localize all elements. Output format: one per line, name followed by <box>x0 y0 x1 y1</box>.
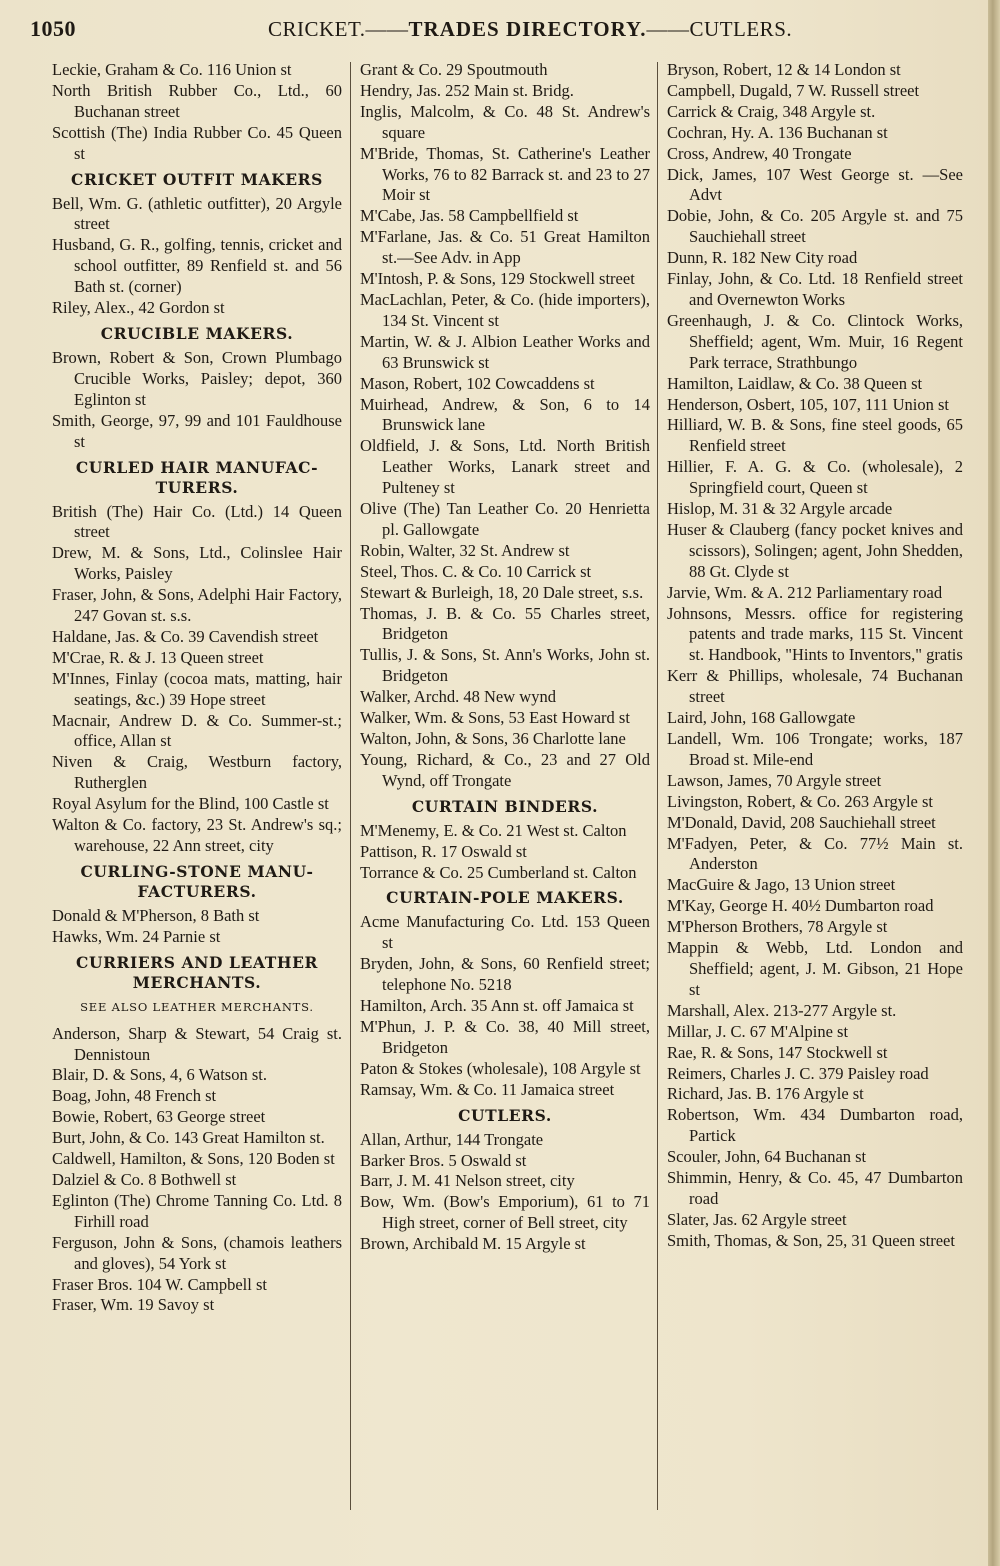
directory-entry: Inglis, Malcolm, & Co. 48 St. Andrew's square <box>360 101 650 142</box>
header-left: CRICKET.—— <box>268 17 409 41</box>
directory-entry: Carrick & Craig, 348 Argyle st. <box>667 101 876 121</box>
directory-entry: Huser & Clauberg (fancy pocket knives and scissors), Solingen; agent, John Shedden, 88 Gt. Clyde st <box>667 519 963 581</box>
directory-entry: Steel, Thos. C. & Co. 10 Carrick st <box>360 561 592 581</box>
column-rule <box>657 62 658 1510</box>
directory-entry: Allan, Arthur, 144 Trongate <box>360 1129 544 1149</box>
directory-entry: MacGuire & Jago, 13 Union street <box>667 875 896 895</box>
directory-entry: Young, Richard, & Co., 23 and 27 Old Wynd, off Trongate <box>360 749 650 790</box>
directory-entry: Drew, M. & Sons, Ltd., Colinslee Hair Works, Paisley <box>52 543 342 584</box>
section-heading: CURTAIN-POLE MAKERS. <box>386 888 624 908</box>
directory-entry: Husband, G. R., golfing, tennis, cricket and school outfitter, 89 Renfield st. and 56 Bath st. (corner) <box>52 235 342 297</box>
directory-entry: Tullis, J. & Sons, St. Ann's Works, John st. Bridgeton <box>360 645 650 686</box>
directory-entry: M'Intosh, P. & Sons, 129 Stockwell street <box>360 269 635 289</box>
section-heading: CRUCIBLE MAKERS. <box>100 323 294 343</box>
directory-entry: Bowie, Robert, 63 George street <box>52 1107 266 1127</box>
directory-entry: Bell, Wm. G. (athletic outfitter), 20 Argyle street <box>52 193 342 234</box>
directory-entry: Slater, Jas. 62 Argyle street <box>667 1209 847 1229</box>
page-number: 1050 <box>30 16 76 41</box>
column-2 <box>360 60 650 1510</box>
directory-entry: Dick, James, 107 West George st. —See Advt <box>667 164 963 205</box>
directory-entry: Greenhaugh, J. & Co. Clintock Works, Sheffield; agent, Wm. Muir, 16 Regent Park terrace, Strathbungo <box>667 310 963 372</box>
directory-entry: Thomas, J. B. & Co. 55 Charles street, Bridgeton <box>360 603 650 644</box>
header-right: ——CUTLERS. <box>646 17 793 41</box>
directory-entry: Stewart & Burleigh, 18, 20 Dale street, s.s. <box>360 582 644 602</box>
directory-entry: M'Pherson Brothers, 78 Argyle st <box>667 917 888 937</box>
directory-entry: Paton & Stokes (wholesale), 108 Argyle st <box>360 1058 641 1078</box>
directory-entry: M'Bride, Thomas, St. Catherine's Leather Works, 76 to 82 Barrack st. and 23 to 27 Moir st <box>360 143 650 205</box>
directory-entry: Finlay, John, & Co. Ltd. 18 Renfield street and Overnewton Works <box>667 269 963 309</box>
directory-entry: M'Innes, Finlay (cocoa mats, matting, hair seatings, &c.) 39 Hope street <box>52 668 342 709</box>
directory-entry: Rae, R. & Sons, 147 Stockwell st <box>667 1042 888 1062</box>
directory-entry: Martin, W. & J. Albion Leather Works and 63 Brunswick st <box>360 331 650 372</box>
directory-entry: Mappin & Webb, Ltd. London and Sheffield; agent, J. M. Gibson, 21 Hope st <box>667 938 963 999</box>
directory-entry: Hendry, Jas. 252 Main st. Bridg. <box>360 80 574 100</box>
directory-entry: Royal Asylum for the Blind, 100 Castle st <box>52 794 329 814</box>
directory-entry: Laird, John, 168 Gallowgate <box>667 708 856 728</box>
directory-entry: Walker, Wm. & Sons, 53 East Howard st <box>360 708 630 728</box>
directory-entry: Fraser Bros. 104 W. Campbell st <box>52 1274 267 1294</box>
directory-entry: Haldane, Jas. & Co. 39 Cavendish street <box>52 626 319 646</box>
directory-entry: Donald & M'Pherson, 8 Bath st <box>52 905 260 925</box>
cross-reference-note: SEE ALSO LEATHER MERCHANTS. <box>80 999 314 1014</box>
directory-entry: Lawson, James, 70 Argyle street <box>667 770 882 790</box>
directory-entry: Bow, Wm. (Bow's Emporium), 61 to 71 High street, corner of Bell street, city <box>360 1192 650 1233</box>
directory-entry: Scottish (The) India Rubber Co. 45 Queen st <box>52 122 342 163</box>
directory-entry: M'Kay, George H. 40½ Dumbarton road <box>667 896 934 916</box>
directory-entry: Smith, Thomas, & Son, 25, 31 Queen street <box>667 1230 955 1250</box>
column-rule <box>350 62 351 1510</box>
directory-entry: Pattison, R. 17 Oswald st <box>360 841 527 861</box>
directory-entry: Reimers, Charles J. C. 379 Paisley road <box>667 1063 929 1083</box>
directory-entry: Shimmin, Henry, & Co. 45, 47 Dumbarton road <box>667 1168 963 1208</box>
directory-entry: Richard, Jas. B. 176 Argyle st <box>667 1084 864 1104</box>
directory-entry: Riley, Alex., 42 Gordon st <box>52 298 225 318</box>
directory-entry: MacLachlan, Peter, & Co. (hide importers), 134 St. Vincent st <box>360 289 650 330</box>
directory-entry: Oldfield, J. & Sons, Ltd. North British Leather Works, Lanark street and Pulteney st <box>360 436 650 498</box>
directory-entry: Jarvie, Wm. & A. 212 Parliamentary road <box>667 582 943 602</box>
directory-entry: Livingston, Robert, & Co. 263 Argyle st <box>667 791 933 811</box>
directory-entry: Campbell, Dugald, 7 W. Russell street <box>667 80 920 100</box>
directory-entry: Barr, J. M. 41 Nelson street, city <box>360 1171 575 1191</box>
directory-entry: Smith, George, 97, 99 and 101 Fauldhouse st <box>52 410 342 451</box>
directory-entry: Hamilton, Arch. 35 Ann st. off Jamaica st <box>360 996 634 1016</box>
directory-entry: Barker Bros. 5 Oswald st <box>360 1150 527 1170</box>
directory-entry: M'Phun, J. P. & Co. 38, 40 Mill street, Bridgeton <box>360 1016 650 1057</box>
directory-entry: British (The) Hair Co. (Ltd.) 14 Queen street <box>52 501 342 542</box>
directory-entry: Hilliard, W. B. & Sons, fine steel goods, 65 Renfield street <box>667 415 963 456</box>
section-heading: CURRIERS AND LEATHER MERCHANTS. <box>76 952 318 992</box>
directory-entry: Scouler, John, 64 Buchanan st <box>667 1147 867 1167</box>
directory-entry: M'Fadyen, Peter, & Co. 77½ Main st. Anderston <box>667 833 963 874</box>
directory-entry: Hislop, M. 31 & 32 Argyle arcade <box>667 499 893 519</box>
directory-entry: Dalziel & Co. 8 Bothwell st <box>52 1169 237 1189</box>
directory-entry: Dobie, John, & Co. 205 Argyle st. and 75 Sauchiehall street <box>667 206 963 247</box>
directory-entry: Hamilton, Laidlaw, & Co. 38 Queen st <box>667 373 923 393</box>
directory-entry: Johnsons, Messrs. office for registering patents and trade marks, 115 St. Vincent st. Handbook, "Hints to Inventors," gratis <box>667 603 963 665</box>
column-3 <box>667 60 963 1510</box>
page-edge <box>988 0 1000 1566</box>
directory-entry: Fraser, John, & Sons, Adelphi Hair Factory, 247 Govan st. s.s. <box>52 585 342 626</box>
directory-entry: Burt, John, & Co. 143 Great Hamilton st. <box>52 1128 325 1148</box>
directory-entry: Robin, Walter, 32 St. Andrew st <box>360 540 570 560</box>
running-header <box>30 12 970 48</box>
directory-entry: Marshall, Alex. 213-277 Argyle st. <box>667 1000 897 1020</box>
section-heading: CURTAIN BINDERS. <box>411 796 599 816</box>
directory-entry: Henderson, Osbert, 105, 107, 111 Union st <box>667 394 949 414</box>
directory-entry: Eglinton (The) Chrome Tanning Co. Ltd. 8 Firhill road <box>52 1190 342 1231</box>
directory-entry: M'Crae, R. & J. 13 Queen street <box>52 647 264 667</box>
directory-entry: Walton & Co. factory, 23 St. Andrew's sq.; warehouse, 22 Ann street, city <box>52 815 342 855</box>
directory-entry: Niven & Craig, Westburn factory, Rutherglen <box>52 752 342 793</box>
directory-entry: Robertson, Wm. 434 Dumbarton road, Partick <box>667 1105 963 1146</box>
directory-entry: Dunn, R. 182 New City road <box>667 248 858 268</box>
directory-entry: Bryson, Robert, 12 & 14 London st <box>667 60 901 79</box>
directory-entry: Cross, Andrew, 40 Trongate <box>667 143 852 163</box>
directory-entry: Olive (The) Tan Leather Co. 20 Henrietta pl. Gallowgate <box>360 499 650 539</box>
section-heading: CURLING-STONE MANU- FACTURERS. <box>80 861 314 901</box>
directory-entry: Millar, J. C. 67 M'Alpine st <box>667 1021 849 1041</box>
directory-entry: Caldwell, Hamilton, & Sons, 120 Boden st <box>52 1149 335 1169</box>
directory-entry: Walker, Archd. 48 New wynd <box>360 687 556 707</box>
directory-entry: Brown, Robert & Son, Crown Plumbago Crucible Works, Paisley; depot, 360 Eglinton st <box>52 347 342 409</box>
directory-entry: Landell, Wm. 106 Trongate; works, 187 Broad st. Mile-end <box>667 729 963 769</box>
directory-entry: Boag, John, 48 French st <box>52 1086 217 1106</box>
directory-entry: Fraser, Wm. 19 Savoy st <box>52 1295 215 1315</box>
directory-entry: Ramsay, Wm. & Co. 11 Jamaica street <box>360 1079 615 1099</box>
directory-entry: Bryden, John, & Sons, 60 Renfield street; telephone No. 5218 <box>360 954 650 995</box>
directory-entry: Muirhead, Andrew, & Son, 6 to 14 Brunswick lane <box>360 394 650 435</box>
directory-entry: Ferguson, John & Sons, (chamois leathers and gloves), 54 York st <box>52 1232 342 1273</box>
directory-entry: Kerr & Phillips, wholesale, 74 Buchanan street <box>667 666 963 707</box>
directory-entry: Walton, John, & Sons, 36 Charlotte lane <box>360 729 626 748</box>
directory-entry: Macnair, Andrew D. & Co. Summer-st.; office, Allan st <box>52 710 342 751</box>
directory-entry: M'Farlane, Jas. & Co. 51 Great Hamilton st.—See Adv. in App <box>360 227 650 268</box>
directory-entry: M'Cabe, Jas. 58 Campbellfield st <box>360 206 579 226</box>
directory-entry: Grant & Co. 29 Spoutmouth <box>360 60 548 79</box>
section-heading: CRICKET OUTFIT MAKERS <box>71 169 323 189</box>
directory-entry: M'Donald, David, 208 Sauchiehall street <box>667 812 936 832</box>
directory-entry: Leckie, Graham & Co. 116 Union st <box>52 60 292 79</box>
directory-entry: Anderson, Sharp & Stewart, 54 Craig st. Dennistoun <box>52 1023 342 1064</box>
directory-entry: Cochran, Hy. A. 136 Buchanan st <box>667 122 888 142</box>
directory-entry: Acme Manufacturing Co. Ltd. 153 Queen st <box>360 912 650 953</box>
header-title <box>268 17 792 42</box>
directory-entry: Hawks, Wm. 24 Parnie st <box>52 926 221 946</box>
column-1 <box>52 60 342 1510</box>
section-heading: CUTLERS. <box>458 1105 552 1125</box>
header-center: TRADES DIRECTORY. <box>408 17 647 41</box>
directory-entry: M'Menemy, E. & Co. 21 West st. Calton <box>360 820 627 840</box>
directory-entry: Blair, D. & Sons, 4, 6 Watson st. <box>52 1065 267 1085</box>
directory-entry: Brown, Archibald M. 15 Argyle st <box>360 1234 586 1254</box>
directory-entry: Mason, Robert, 102 Cowcaddens st <box>360 373 595 393</box>
directory-entry: Torrance & Co. 25 Cumberland st. Calton <box>360 862 637 882</box>
section-heading: CURLED HAIR MANUFAC- TURERS. <box>75 457 319 497</box>
directory-entry: Hillier, F. A. G. & Co. (wholesale), 2 Springfield court, Queen st <box>667 457 963 498</box>
directory-entry: North British Rubber Co., Ltd., 60 Buchanan street <box>52 80 342 121</box>
